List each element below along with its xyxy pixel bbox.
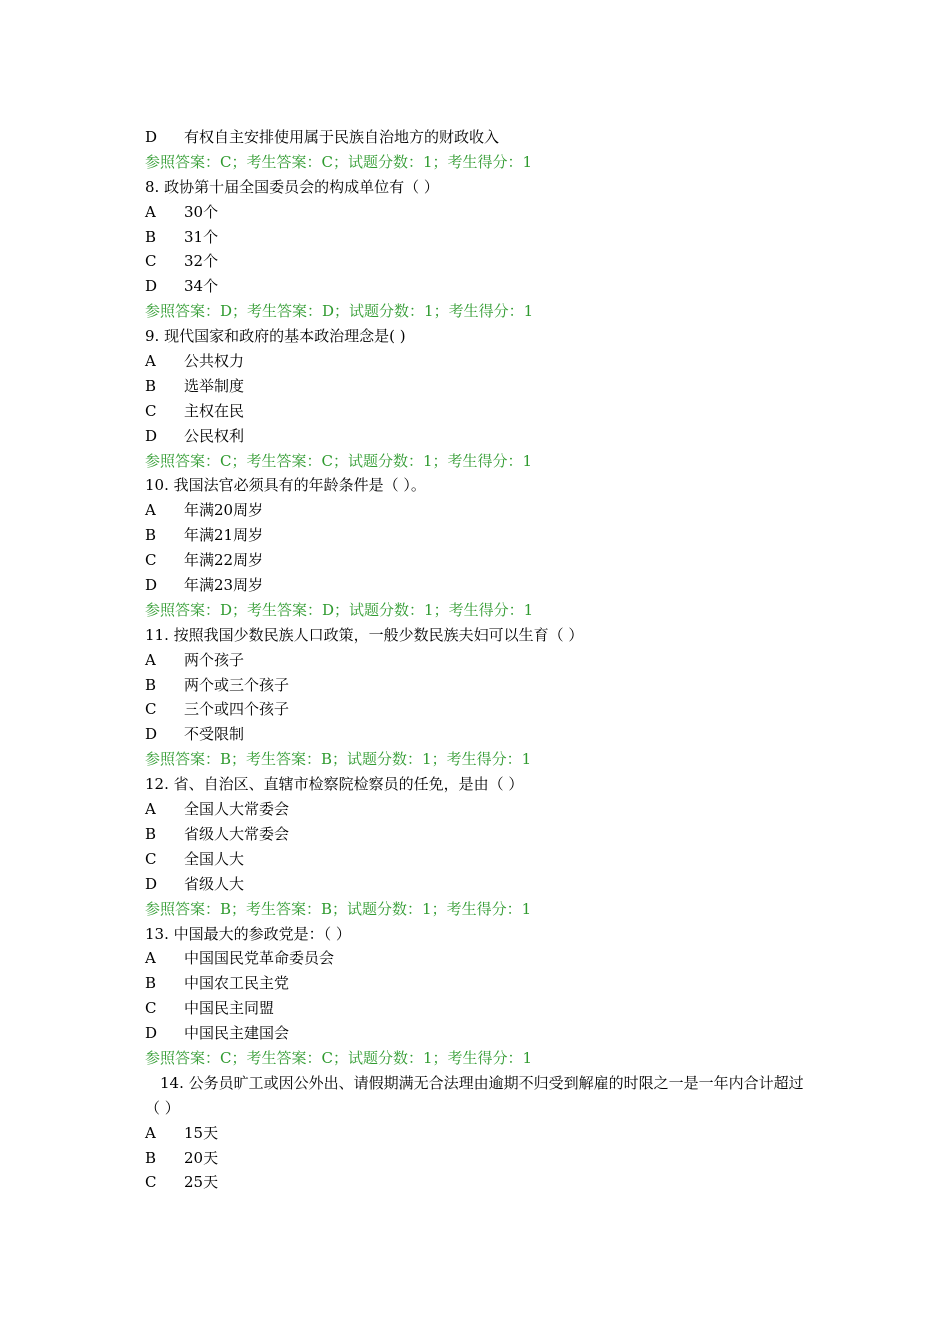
option-line: [145, 249, 815, 274]
option-letter: C: [145, 551, 157, 570]
option-line: [145, 673, 815, 698]
option-text: 年满20周岁: [184, 501, 264, 520]
option-line: [145, 548, 815, 573]
question-text: 9. 现代国家和政府的基本政治理念是( ): [145, 327, 406, 346]
option-line: [145, 349, 815, 374]
option-text: 公民权利: [184, 426, 245, 445]
option-text: 30个: [184, 202, 219, 221]
option-letter: D: [145, 426, 158, 445]
option-letter: B: [145, 526, 157, 545]
option-text: 中国农工民主党: [184, 974, 290, 993]
option-letter: A: [145, 949, 156, 968]
option-line: [145, 648, 815, 673]
option-line: [145, 946, 815, 971]
option-line: [145, 498, 815, 523]
option-line: [145, 971, 815, 996]
option-line: [145, 1121, 815, 1146]
option-letter: C: [145, 252, 157, 271]
question-text: 11. 按照我国少数民族人口政策，一般少数民族夫妇可以生育（ ）: [145, 625, 584, 644]
option-line: [145, 200, 815, 225]
option-text: 中国民主同盟: [184, 999, 275, 1018]
option-line: [145, 822, 815, 847]
option-letter: D: [145, 128, 158, 146]
answer-line: 参照答案：B；考生答案：B；试题分数：1；考生得分：1: [145, 899, 532, 918]
option-text: 25天: [184, 1173, 219, 1192]
option-letter: B: [145, 675, 157, 694]
option-letter: D: [145, 277, 158, 296]
option-letter: D: [145, 725, 158, 744]
option-text: 省级人大: [184, 874, 245, 893]
option-line: [145, 1170, 815, 1195]
option-text: 有权自主安排使用属于民族自治地方的财政收入: [184, 128, 500, 146]
option-line: [145, 872, 815, 897]
option-line: [145, 847, 815, 872]
question-list: [145, 125, 815, 1195]
option-line: [145, 399, 815, 424]
option-text: 两个或三个孩子: [184, 675, 290, 694]
option-text: 省级人大常委会: [184, 824, 290, 843]
option-line: [145, 225, 815, 250]
option-text: 全国人大: [184, 849, 245, 868]
option-letter: A: [145, 1123, 156, 1142]
option-line: [145, 523, 815, 548]
option-line: [145, 722, 815, 747]
option-text: 年满23周岁: [184, 576, 264, 595]
option-text: 34个: [184, 277, 219, 296]
option-text: 选举制度: [184, 376, 245, 395]
option-line: [145, 797, 815, 822]
answer-line: 参照答案：C；考生答案：C；试题分数：1；考生得分：1: [145, 152, 533, 171]
option-text: 公共权力: [184, 352, 245, 371]
option-letter: C: [145, 401, 157, 420]
option-letter: A: [145, 501, 156, 520]
option-letter: A: [145, 800, 156, 819]
question-text: 13. 中国最大的参政党是：（ ）: [145, 924, 351, 943]
option-line: [145, 1021, 815, 1046]
option-line: [145, 374, 815, 399]
option-text: 20天: [184, 1148, 219, 1167]
answer-line: 参照答案：C；考生答案：C；试题分数：1；考生得分：1: [145, 1048, 533, 1067]
option-letter: A: [145, 352, 156, 371]
option-text: 年满21周岁: [184, 526, 264, 545]
answer-line: 参照答案：D；考生答案：D；试题分数：1；考生得分：1: [145, 302, 534, 321]
option-letter: A: [145, 202, 156, 221]
option-letter: C: [145, 999, 157, 1018]
answer-line: 参照答案：B；考生答案：B；试题分数：1；考生得分：1: [145, 750, 532, 769]
question-text: 8. 政协第十届全国委员会的构成单位有（ ）: [145, 177, 439, 196]
option-line: [145, 424, 815, 449]
option-letter: A: [145, 650, 156, 669]
option-text: 15天: [184, 1123, 219, 1142]
option-letter: B: [145, 376, 157, 395]
option-letter: C: [145, 849, 157, 868]
option-letter: B: [145, 824, 157, 843]
option-line: [145, 1146, 815, 1171]
option-letter: D: [145, 874, 158, 893]
option-text: 中国民主建国会: [184, 1024, 290, 1043]
question-text: 10. 我国法官必须具有的年龄条件是（ ）。: [145, 476, 426, 495]
option-text: 年满22周岁: [184, 551, 264, 570]
option-text: 中国国民党革命委员会: [184, 949, 335, 968]
option-text: 主权在民: [184, 401, 245, 420]
option-text: 两个孩子: [184, 650, 245, 669]
option-text: 三个或四个孩子: [184, 700, 290, 719]
option-letter: C: [145, 700, 157, 719]
option-text: 31个: [184, 227, 219, 246]
question-text: 12. 省、自治区、直辖市检察院检察员的任免，是由（ ）: [145, 775, 524, 794]
option-text: 全国人大常委会: [184, 800, 290, 819]
option-letter: D: [145, 1024, 158, 1043]
option-line: [145, 996, 815, 1021]
option-line: [145, 125, 815, 150]
option-text: 不受限制: [184, 725, 245, 744]
option-letter: B: [145, 1148, 157, 1167]
option-letter: C: [145, 1173, 157, 1192]
option-line: [145, 573, 815, 598]
option-letter: B: [145, 227, 157, 246]
answer-line: 参照答案：C；考生答案：C；试题分数：1；考生得分：1: [145, 451, 533, 470]
question-text: 14. 公务员旷工或因公外出、请假期满无合法理由逾期不归受到解雇的时限之一是一年内合计超过（ ）: [145, 1073, 804, 1117]
answer-line: 参照答案：D；考生答案：D；试题分数：1；考生得分：1: [145, 600, 534, 619]
option-line: [145, 274, 815, 299]
option-text: 32个: [184, 252, 219, 271]
option-letter: D: [145, 576, 158, 595]
option-letter: B: [145, 974, 157, 993]
option-line: [145, 697, 815, 722]
